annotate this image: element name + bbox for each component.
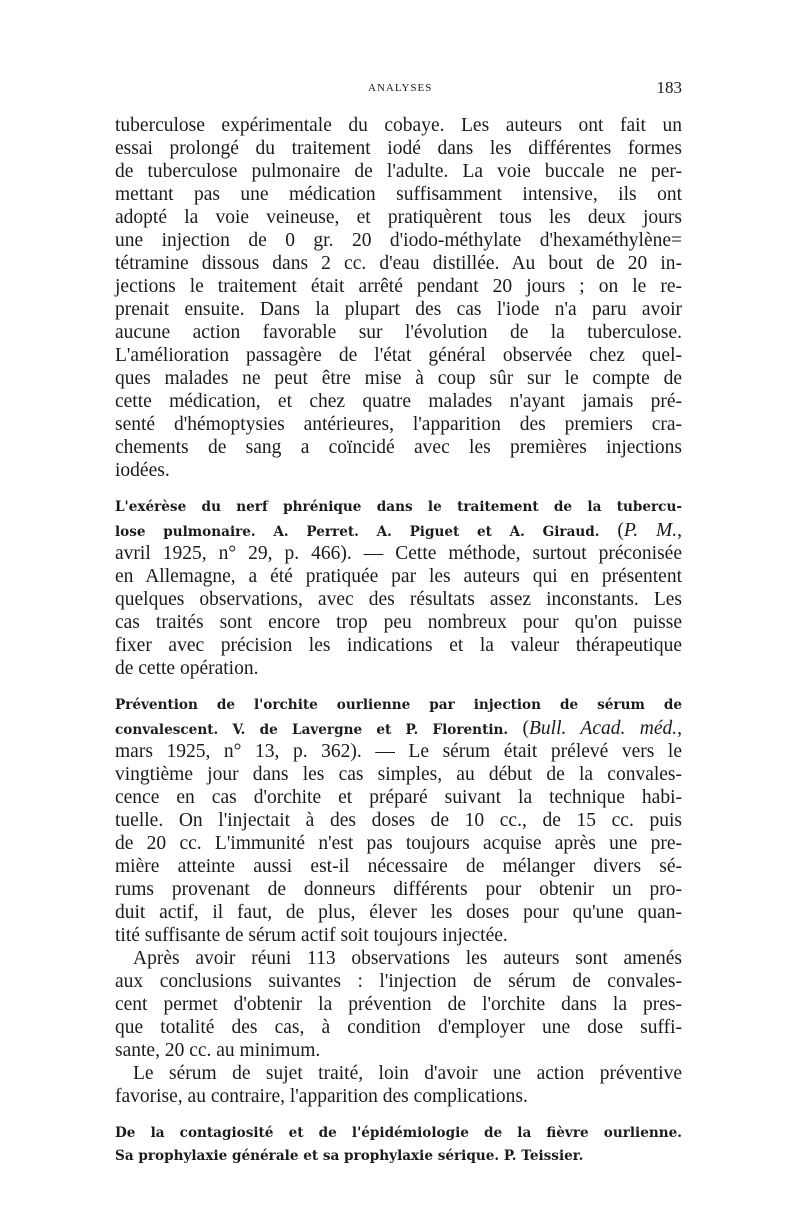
text-line: de cette opération. (115, 658, 259, 679)
text-line: vingtième jour dans les cas simples, au début de la convales- (115, 764, 682, 785)
text-line: ques malades ne peut être mise à coup sûr sur le compte de (115, 368, 682, 389)
text-line: mars 1925, n° 13, p. 362). — Le sérum était prélevé vers le (115, 741, 682, 762)
article-authors: convalescent. V. de Lavergne et P. Florentin. (115, 722, 509, 738)
text-line: que totalité des cas, à condition d'employer une dose suffi- (115, 1017, 682, 1038)
text-line: favorise, au contraire, l'apparition des complications. (115, 1086, 528, 1107)
continuation-paragraph (115, 114, 682, 482)
text-line: Le sérum de sujet traité, loin d'avoir une action préventive (133, 1063, 682, 1084)
text-line: cence en cas d'orchite et préparé suivant la technique habi- (115, 787, 682, 808)
page-header (115, 78, 682, 102)
article-authors: lose pulmonaire. A. Perret. A. Piguet et A. Giraud. (115, 524, 600, 540)
text-line: senté d'hémoptysies antérieures, l'apparition des premiers cra- (115, 414, 682, 435)
text-line: jections le traitement était arrêté pendant 20 jours ; on le re- (115, 276, 682, 297)
article-mumps-contagiosity (115, 1122, 682, 1168)
article-orchitis-prevention (115, 694, 682, 1108)
article-phrenic-nerve (115, 496, 682, 680)
text-line: duit actif, il faut, de plus, élever les doses pour qu'une quan- (115, 902, 682, 923)
text-line: mettant pas une médication suffisamment intensive, ils ont (115, 184, 682, 205)
page-number: 183 (656, 78, 682, 97)
text-line: tuelle. On l'injectait à des doses de 10 cc., de 15 cc. puis (115, 810, 682, 831)
text-line: en Allemagne, a été pratiquée par les auteurs qui en présentent (115, 566, 682, 587)
article-title: De la contagiosité et de l'épidémiologie de la fièvre ourlienne. (115, 1125, 682, 1141)
running-title: ANALYSES (368, 82, 433, 94)
article-title: Sa prophylaxie générale et sa prophylaxie sérique. P. Teissier. (115, 1148, 584, 1164)
text-line: prenait ensuite. Dans la plupart des cas l'iode n'a paru avoir (115, 299, 682, 320)
text-line: chements de sang a coïncidé avec les premières injections (115, 437, 682, 458)
text-line: quelques observations, avec des résultats assez inconstants. Les (115, 589, 682, 610)
text-line: Après avoir réuni 113 observations les auteurs sont amenés (133, 948, 682, 969)
text-line: une injection de 0 gr. 20 d'iodo-méthylate d'hexaméthylène= (115, 230, 682, 251)
text-line: cette médication, et chez quatre malades n'ayant jamais pré- (115, 391, 682, 412)
text-line: avril 1925, n° 29, p. 466). — Cette méthode, surtout préconisée (115, 543, 682, 564)
body-text (115, 114, 682, 1168)
ref-close: , (677, 520, 682, 541)
text-line: de tuberculose pulmonaire de l'adulte. La voie buccale ne per- (115, 161, 682, 182)
text-line: essai prolongé du traitement iodé dans les différentes formes (115, 138, 682, 159)
text-line: iodées. (115, 460, 170, 481)
text-line: fixer avec précision les indications et la valeur thérapeutique (115, 635, 682, 656)
text-line: tétramine dissous dans 2 cc. d'eau distillée. Au bout de 20 in- (115, 253, 682, 274)
article-title-authors (115, 519, 682, 542)
ref-close: , (677, 718, 682, 739)
article-title: Prévention de l'orchite ourlienne par injection de sérum de (115, 697, 682, 713)
article-title: L'exérèse du nerf phrénique dans le traitement de la tubercu- (115, 499, 682, 515)
text-line: sante, 20 cc. au minimum. (115, 1040, 321, 1061)
article-title-authors (115, 717, 682, 740)
text-line: aux conclusions suivantes : l'injection de sérum de convales- (115, 971, 682, 992)
text-line: cas traités sont encore trop peu nombreux pour qu'on puisse (115, 612, 682, 633)
text-line: adopté la voie veineuse, et pratiquèrent tous les deux jours (115, 207, 682, 228)
text-line: L'amélioration passagère de l'état général observée chez quel- (115, 345, 682, 366)
journal-name: Bull. Acad. méd. (529, 718, 678, 739)
text-line: mière atteinte aussi est-il nécessaire de mélanger divers sé- (115, 856, 682, 877)
ref-open: ( (617, 520, 624, 541)
journal-name: P. M. (623, 520, 678, 541)
text-line: tité suffisante de sérum actif soit toujours injectée. (115, 925, 508, 946)
text-line: tuberculose expérimentale du cobaye. Les auteurs ont fait un (115, 115, 682, 136)
text-line: aucune action favorable sur l'évolution de la tuberculose. (115, 322, 682, 343)
text-line: cent permet d'obtenir la prévention de l'orchite dans la pres- (115, 994, 682, 1015)
text-line: rums provenant de donneurs différents pour obtenir un pro- (115, 879, 682, 900)
text-line: de 20 cc. L'immunité n'est pas toujours acquise après une pre- (115, 833, 682, 854)
ref-open: ( (522, 718, 530, 739)
